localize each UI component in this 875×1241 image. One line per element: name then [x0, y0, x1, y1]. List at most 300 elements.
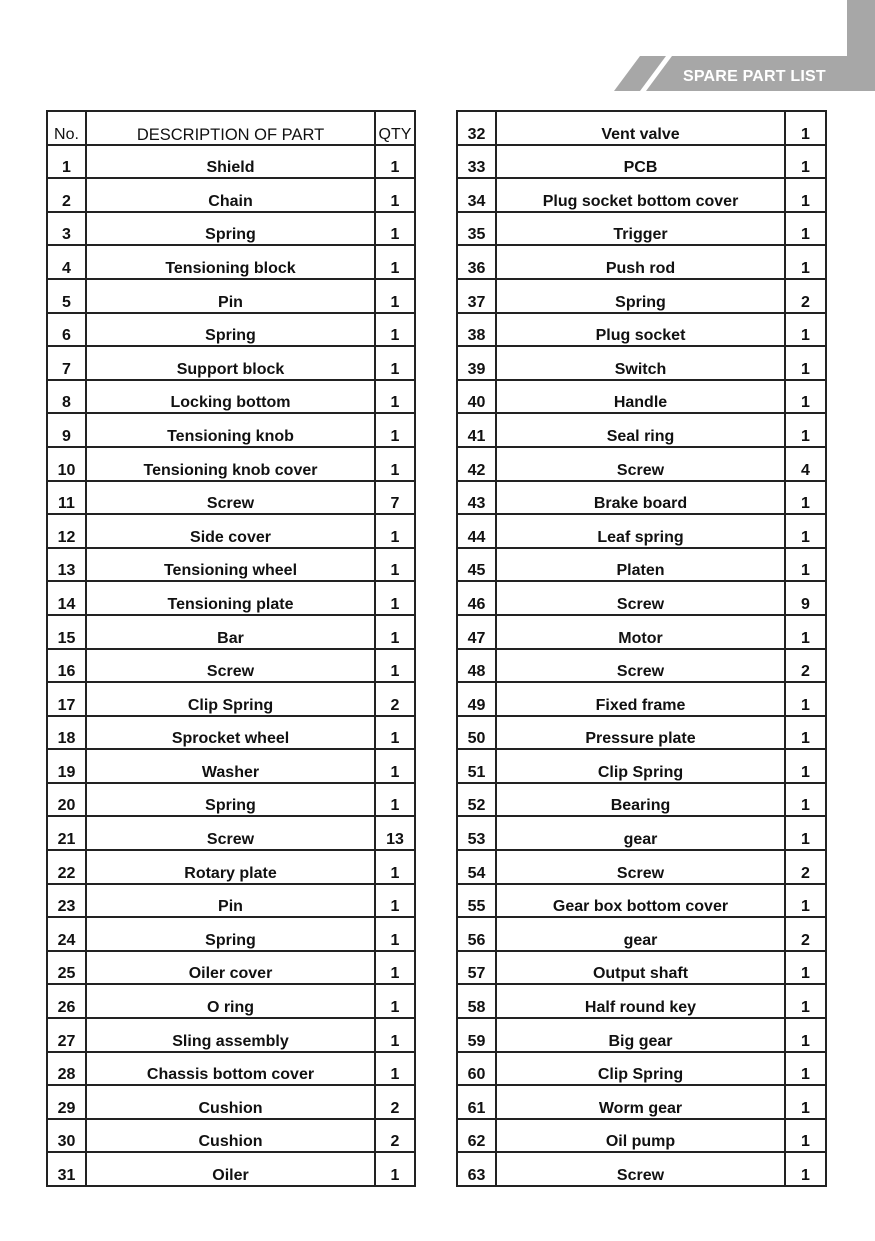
part-quantity: 1 — [390, 730, 400, 748]
part-number: 47 — [467, 629, 486, 647]
part-number: 2 — [62, 192, 71, 210]
part-number: 13 — [57, 562, 76, 580]
parts-table-left-body — [47, 111, 415, 1186]
part-description-cell — [86, 1018, 375, 1052]
part-quantity: 1 — [801, 360, 810, 378]
part-quantity: 1 — [801, 965, 810, 983]
part-description: Chassis bottom cover — [146, 1066, 315, 1084]
part-quantity: 1 — [801, 696, 810, 714]
part-quantity-cell — [785, 380, 826, 414]
part-description-cell — [496, 212, 785, 246]
table-row — [47, 279, 415, 313]
part-quantity-cell — [375, 615, 415, 649]
part-description: Side cover — [190, 528, 271, 546]
part-quantity: 1 — [801, 898, 810, 916]
table-row — [457, 346, 826, 380]
part-description-cell — [496, 514, 785, 548]
part-description-cell — [496, 749, 785, 783]
part-number-cell — [47, 212, 86, 246]
part-description-cell — [86, 581, 375, 615]
part-number-cell — [457, 884, 496, 918]
part-number: 26 — [57, 999, 76, 1017]
page-title: SPARE PART LIST — [683, 68, 826, 85]
part-number-cell — [457, 313, 496, 347]
table-row — [47, 245, 415, 279]
table-row — [457, 951, 826, 985]
part-quantity-cell — [375, 581, 415, 615]
part-description-cell — [496, 716, 785, 750]
part-description: Vent valve — [601, 125, 680, 143]
part-description-cell — [86, 514, 375, 548]
part-quantity: 1 — [801, 226, 810, 244]
table-header-row — [47, 111, 415, 145]
part-quantity: 9 — [801, 595, 810, 613]
part-description: Pin — [218, 898, 243, 916]
part-number: 37 — [467, 293, 486, 311]
part-description-cell — [496, 917, 785, 951]
table-row — [457, 145, 826, 179]
part-quantity-cell — [375, 716, 415, 750]
table-row — [457, 1018, 826, 1052]
part-quantity-cell — [785, 1119, 826, 1153]
part-quantity-cell — [785, 514, 826, 548]
part-description-cell — [86, 178, 375, 212]
part-number: 61 — [467, 1099, 486, 1117]
part-description: Rotary plate — [184, 864, 277, 882]
table-row — [47, 1119, 415, 1153]
table-row — [47, 481, 415, 515]
table-row — [457, 850, 826, 884]
part-number: 3 — [62, 226, 71, 244]
part-description: Screw — [616, 461, 665, 479]
part-number-cell — [47, 917, 86, 951]
part-number: 8 — [62, 394, 71, 412]
part-number: 19 — [57, 763, 76, 781]
part-description: Pin — [218, 293, 243, 311]
part-description: Cushion — [198, 1133, 263, 1151]
table-row — [47, 313, 415, 347]
part-quantity: 4 — [801, 461, 810, 479]
part-description-cell — [86, 951, 375, 985]
part-description-cell — [496, 548, 785, 582]
part-number-cell — [457, 816, 496, 850]
part-quantity-cell — [375, 1052, 415, 1086]
table-row — [47, 1085, 415, 1119]
part-quantity-cell — [785, 1018, 826, 1052]
part-quantity-cell — [375, 1018, 415, 1052]
part-quantity-cell — [785, 279, 826, 313]
part-quantity-cell — [785, 145, 826, 179]
part-quantity-cell — [785, 481, 826, 515]
table-row — [47, 884, 415, 918]
part-number: 36 — [467, 259, 486, 277]
part-quantity: 1 — [390, 999, 400, 1017]
part-description-cell — [496, 1119, 785, 1153]
part-quantity-cell — [375, 649, 415, 683]
part-number: 11 — [58, 495, 75, 513]
part-description: Spring — [205, 797, 256, 815]
part-number: 9 — [62, 427, 71, 445]
part-description: Trigger — [613, 226, 668, 244]
part-description: Bar — [217, 629, 244, 647]
part-number: 57 — [467, 965, 486, 983]
part-quantity-cell — [375, 481, 415, 515]
part-quantity-cell — [785, 850, 826, 884]
part-description-cell — [86, 1152, 375, 1186]
part-description-cell — [496, 145, 785, 179]
part-description-cell — [86, 548, 375, 582]
table-row — [457, 581, 826, 615]
part-number-cell — [47, 313, 86, 347]
part-quantity-cell — [785, 548, 826, 582]
part-quantity-cell — [375, 749, 415, 783]
part-number: 23 — [57, 898, 76, 916]
part-description: Screw — [206, 495, 255, 513]
table-row — [457, 514, 826, 548]
part-description-cell — [86, 279, 375, 313]
part-description: Screw — [206, 831, 255, 849]
part-quantity: 1 — [390, 327, 400, 345]
part-description-cell — [496, 951, 785, 985]
part-description-cell — [86, 917, 375, 951]
part-number-cell — [47, 145, 86, 179]
part-description-cell — [86, 245, 375, 279]
part-quantity: 1 — [390, 763, 400, 781]
part-description-cell — [496, 413, 785, 447]
part-description: Handle — [613, 394, 668, 412]
part-number-cell — [47, 447, 86, 481]
table-row — [47, 1152, 415, 1186]
part-quantity: 1 — [801, 427, 810, 445]
part-description-cell — [496, 380, 785, 414]
part-quantity-cell — [375, 346, 415, 380]
part-description: Tensioning plate — [167, 595, 294, 613]
part-quantity-cell — [375, 380, 415, 414]
part-quantity: 1 — [801, 1133, 810, 1151]
part-number: 55 — [467, 898, 486, 916]
table-row — [47, 816, 415, 850]
part-description-cell — [496, 783, 785, 817]
part-description: Screw — [616, 595, 665, 613]
part-number: 51 — [467, 763, 486, 781]
table-row — [457, 447, 826, 481]
table-row — [47, 346, 415, 380]
part-description-cell — [496, 884, 785, 918]
part-description-cell — [86, 816, 375, 850]
part-quantity-cell — [375, 212, 415, 246]
part-quantity-cell — [785, 1052, 826, 1086]
part-number: 42 — [467, 461, 486, 479]
part-quantity: 1 — [801, 1032, 810, 1050]
part-number: 48 — [467, 663, 486, 681]
table-row — [457, 178, 826, 212]
part-description-cell — [496, 816, 785, 850]
table-row — [47, 615, 415, 649]
part-quantity-cell — [375, 548, 415, 582]
table-row — [457, 548, 826, 582]
part-number: 1 — [62, 159, 71, 177]
part-description-cell — [86, 380, 375, 414]
part-description: Spring — [205, 327, 256, 345]
part-quantity-cell — [785, 649, 826, 683]
part-number-cell — [457, 447, 496, 481]
part-description-cell — [496, 313, 785, 347]
table-row — [47, 447, 415, 481]
part-number-cell — [47, 481, 86, 515]
part-quantity-cell — [375, 917, 415, 951]
table-row — [457, 1085, 826, 1119]
part-number-cell — [47, 816, 86, 850]
table-row — [47, 581, 415, 615]
table-row — [457, 884, 826, 918]
part-quantity-cell — [785, 413, 826, 447]
part-quantity-cell — [785, 245, 826, 279]
part-number: 31 — [57, 1167, 76, 1184]
part-quantity-cell — [375, 313, 415, 347]
part-description-cell — [496, 984, 785, 1018]
table-row — [457, 481, 826, 515]
part-quantity: 1 — [390, 562, 400, 580]
section-banner — [0, 0, 875, 120]
part-description-cell — [86, 212, 375, 246]
part-number-cell — [457, 1052, 496, 1086]
part-description-cell — [86, 413, 375, 447]
part-number-cell — [47, 884, 86, 918]
part-description-cell — [496, 481, 785, 515]
part-number-cell — [457, 346, 496, 380]
part-quantity-cell — [785, 1152, 826, 1186]
table-row — [457, 816, 826, 850]
part-quantity-cell — [785, 1085, 826, 1119]
table-row — [457, 783, 826, 817]
part-number: 27 — [57, 1032, 76, 1050]
part-number: 18 — [57, 730, 76, 748]
part-number-cell — [47, 1052, 86, 1086]
part-description: Fixed frame — [595, 696, 686, 714]
part-quantity-cell — [375, 884, 415, 918]
part-quantity: 1 — [801, 1099, 810, 1117]
part-number: 30 — [57, 1133, 76, 1151]
part-quantity: 1 — [801, 763, 810, 781]
table-row — [47, 413, 415, 447]
part-number: 34 — [467, 192, 486, 210]
part-description-cell — [86, 749, 375, 783]
table-row — [457, 1152, 826, 1186]
part-quantity-cell — [785, 581, 826, 615]
part-quantity-cell — [375, 1152, 415, 1186]
part-number: 63 — [467, 1167, 486, 1184]
part-description: gear — [623, 931, 658, 949]
part-description-cell — [496, 279, 785, 313]
part-quantity-cell — [785, 111, 826, 145]
table-row — [457, 212, 826, 246]
part-description: Spring — [205, 931, 256, 949]
table-row — [457, 984, 826, 1018]
part-number-cell — [47, 380, 86, 414]
part-number-cell — [47, 1085, 86, 1119]
part-description: Push rod — [605, 259, 676, 277]
part-description: Screw — [616, 663, 665, 681]
part-number: 28 — [57, 1066, 76, 1084]
part-quantity-cell — [375, 447, 415, 481]
part-description: O ring — [206, 999, 255, 1017]
part-quantity-cell — [785, 447, 826, 481]
table-row — [47, 145, 415, 179]
part-number-cell — [47, 346, 86, 380]
part-quantity: 1 — [801, 629, 810, 647]
column-header-description — [86, 111, 375, 145]
part-number-cell — [457, 481, 496, 515]
part-description-cell — [86, 984, 375, 1018]
part-description: Sprocket wheel — [171, 730, 290, 748]
table-row — [457, 111, 826, 145]
part-number: 20 — [57, 797, 76, 815]
part-quantity-cell — [785, 346, 826, 380]
part-number-cell — [457, 615, 496, 649]
part-description: Leaf spring — [597, 528, 684, 546]
part-number: 10 — [57, 461, 76, 479]
part-number: 41 — [467, 427, 486, 445]
part-description-cell — [86, 1085, 375, 1119]
part-description: Washer — [201, 763, 260, 781]
table-row — [47, 850, 415, 884]
part-quantity-cell — [785, 313, 826, 347]
part-number: 25 — [57, 965, 76, 983]
part-quantity: 1 — [390, 965, 400, 983]
part-quantity: 1 — [390, 293, 400, 311]
table-row — [457, 716, 826, 750]
part-description: Switch — [614, 360, 667, 378]
table-row — [47, 548, 415, 582]
part-number: 60 — [467, 1066, 486, 1084]
part-number: 50 — [467, 730, 486, 748]
part-number: 58 — [467, 999, 486, 1017]
part-quantity: 1 — [801, 797, 810, 815]
part-description: Support block — [176, 360, 285, 378]
part-description: Pressure plate — [585, 730, 696, 748]
part-description-cell — [496, 1152, 785, 1186]
part-description: Half round key — [584, 999, 697, 1017]
part-quantity-cell — [375, 145, 415, 179]
part-description-cell — [496, 649, 785, 683]
part-number: 7 — [62, 360, 71, 378]
part-quantity: 2 — [801, 663, 810, 681]
part-description: Motor — [618, 629, 663, 647]
part-quantity: 2 — [801, 293, 810, 311]
part-quantity: 1 — [801, 394, 810, 412]
part-number: 62 — [467, 1133, 486, 1151]
part-number: 21 — [57, 831, 76, 849]
part-description-cell — [496, 850, 785, 884]
part-description: Oiler cover — [188, 965, 273, 983]
part-quantity: 1 — [390, 461, 400, 479]
part-quantity-cell — [785, 783, 826, 817]
part-description: Seal ring — [606, 427, 675, 445]
table-row — [457, 749, 826, 783]
part-description-cell — [496, 581, 785, 615]
part-description: Bearing — [610, 797, 671, 815]
part-number: 54 — [467, 864, 486, 882]
part-description-cell — [496, 1018, 785, 1052]
part-quantity: 1 — [390, 1032, 400, 1050]
table-row — [47, 749, 415, 783]
part-number: 38 — [467, 327, 486, 345]
parts-table-right — [456, 110, 827, 1187]
part-description-cell — [86, 1052, 375, 1086]
part-quantity-cell — [375, 514, 415, 548]
column-header-qty-label: QTY — [378, 125, 412, 143]
column-header-no-label: No. — [54, 125, 79, 143]
part-number: 17 — [57, 696, 76, 714]
part-number-cell — [47, 682, 86, 716]
part-quantity: 1 — [801, 1167, 810, 1184]
part-quantity-cell — [785, 212, 826, 246]
part-description: Tensioning knob — [167, 427, 294, 445]
part-quantity: 1 — [390, 931, 400, 949]
part-number: 43 — [467, 495, 486, 513]
part-number: 4 — [62, 259, 71, 277]
part-number: 33 — [467, 159, 486, 177]
part-quantity-cell — [375, 178, 415, 212]
part-quantity: 1 — [390, 864, 400, 882]
part-number: 52 — [467, 797, 486, 815]
part-description: Tensioning wheel — [163, 562, 298, 580]
part-number-cell — [47, 951, 86, 985]
part-description: Screw — [616, 864, 665, 882]
part-description: Platen — [616, 562, 665, 580]
part-quantity: 1 — [801, 125, 810, 143]
part-number: 15 — [57, 629, 76, 647]
part-number-cell — [457, 1018, 496, 1052]
part-description: Locking bottom — [170, 394, 291, 412]
table-row — [457, 649, 826, 683]
part-quantity-cell — [785, 615, 826, 649]
part-number-cell — [457, 749, 496, 783]
column-header-no — [47, 111, 86, 145]
part-description: Screw — [616, 1167, 665, 1184]
part-quantity: 1 — [390, 1066, 400, 1084]
part-quantity: 2 — [390, 1133, 400, 1151]
part-quantity: 1 — [390, 528, 400, 546]
part-quantity-cell — [375, 1085, 415, 1119]
table-row — [457, 917, 826, 951]
part-description-cell — [496, 178, 785, 212]
part-number-cell — [457, 548, 496, 582]
part-description-cell — [86, 481, 375, 515]
part-number: 40 — [467, 394, 486, 412]
table-row — [457, 682, 826, 716]
part-number-cell — [47, 178, 86, 212]
part-quantity: 1 — [390, 159, 400, 177]
part-quantity-cell — [785, 178, 826, 212]
table-row — [457, 1052, 826, 1086]
part-description: Cushion — [198, 1099, 263, 1117]
part-number: 14 — [57, 595, 76, 613]
part-quantity: 1 — [390, 192, 400, 210]
part-quantity: 1 — [801, 831, 810, 849]
part-description-cell — [496, 245, 785, 279]
part-quantity-cell — [375, 951, 415, 985]
part-description: Spring — [205, 226, 256, 244]
part-description-cell — [86, 615, 375, 649]
part-description-cell — [496, 615, 785, 649]
part-description: Oil pump — [605, 1133, 676, 1151]
part-number-cell — [457, 917, 496, 951]
part-quantity: 1 — [390, 629, 400, 647]
part-description: Big gear — [608, 1032, 673, 1050]
part-description: Chain — [208, 192, 253, 210]
part-number: 45 — [467, 562, 486, 580]
